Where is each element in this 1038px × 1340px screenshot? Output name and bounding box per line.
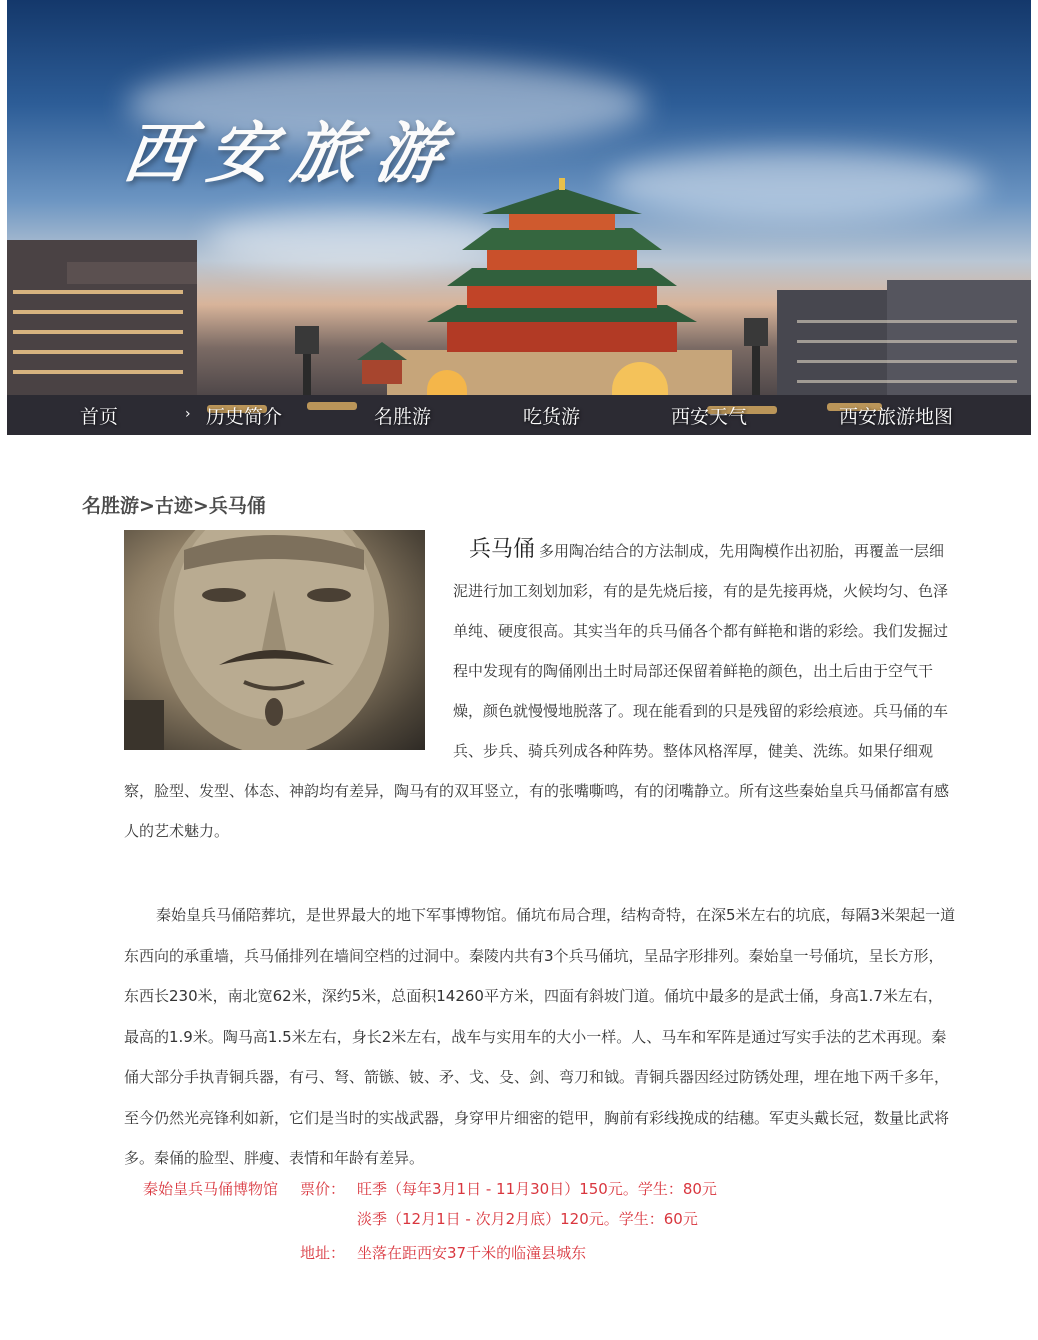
nav-history[interactable]: 历史简介 (206, 406, 283, 428)
intro-lead: 兵马俑 (469, 537, 536, 562)
site-title: 西安旅游 (118, 114, 466, 192)
main-nav (7, 396, 1031, 435)
header-banner (7, 0, 1031, 435)
article (124, 530, 956, 1179)
price-off: 淡季（12月1日 - 次月2月底）120元。学生：60元 (357, 1210, 698, 1228)
address-text: 坐落在距西安37千米的临潼县城东 (357, 1244, 587, 1262)
price-peak: 旺季（每年3月1日 - 11月30日）150元。学生：80元 (357, 1180, 717, 1198)
nav-separator-icon: › (185, 406, 191, 422)
price-label: 票价： (300, 1180, 346, 1198)
nav-map[interactable]: 西安旅游地图 (839, 406, 954, 428)
museum-name: 秦始皇兵马俑博物馆 (143, 1180, 279, 1198)
detail-paragraph: 秦始皇兵马俑陪葬坑，是世界最大的地下军事博物馆。俑坑布局合理，结构奇特，在深5米左右的坑底，每隔3米架起一道东西向的承重墙，兵马俑排列在墙间空档的过洞中。秦陵内共有3个兵马俑坑，呈品字形排列。秦始皇一号俑坑，呈长方形，东西长230米，南北宽62米，深约5米，总面积14260平方米，四面有斜坡门道。俑坑中最多的是武士俑，身高1.7米左右，最高的1.9米。陶马高1.5米左右，身长2米左右，战车与实用车的大小一样。人、马车和军阵是通过写实手法的艺术再现。秦俑大部分手执青铜兵器，有弓、弩、箭镞、铍、矛、戈、殳、剑、弯刀和钺。青铜兵器因经过防锈处理，埋在地下两千多年，至今仍然光亮锋利如新，它们是当时的实战武器，身穿甲片细密的铠甲，胸前有彩线挽成的结穗。军吏头戴长冠，数量比武将多。秦俑的脸型、胖瘦、表情和年龄有差异。 (124, 906, 956, 1167)
nav-food[interactable]: 吃货游 (523, 406, 581, 428)
breadcrumb: 名胜游>古迹>兵马俑 (82, 495, 266, 517)
intro-text: 多用陶冶结合的方法制成，先用陶模作出初胎，再覆盖一层细泥进行加工刻划加彩，有的是先烧后接，有的是先接再烧，火候均匀、色泽单纯、硬度很高。其实当年的兵马俑各个都有鲜艳和谐的彩绘。我们发掘过程中发现有的陶俑刚出土时局部还保留着鲜艳的颜色，出土后由于空气干燥，颜色就慢慢地脱落了。现在能看到的只是残留的彩绘痕迹。兵马俑的车兵、步兵、骑兵列成各种阵势。整体风格浑厚，健美、洗练。如果仔细观察，脸型、发型、体态、神韵均有差异，陶马有的双耳竖立，有的张嘴嘶鸣，有的闭嘴静立。所有这些秦始皇兵马俑都富有感人的艺术魅力。 (124, 542, 950, 840)
address-label: 地址： (300, 1244, 346, 1262)
nav-home[interactable]: 首页 (80, 406, 119, 428)
nav-weather[interactable]: 西安天气 (671, 406, 748, 428)
nav-sights[interactable]: 名胜游 (374, 406, 432, 428)
terracotta-warrior-photo (124, 530, 425, 750)
bell-tower-scene (7, 0, 1031, 435)
